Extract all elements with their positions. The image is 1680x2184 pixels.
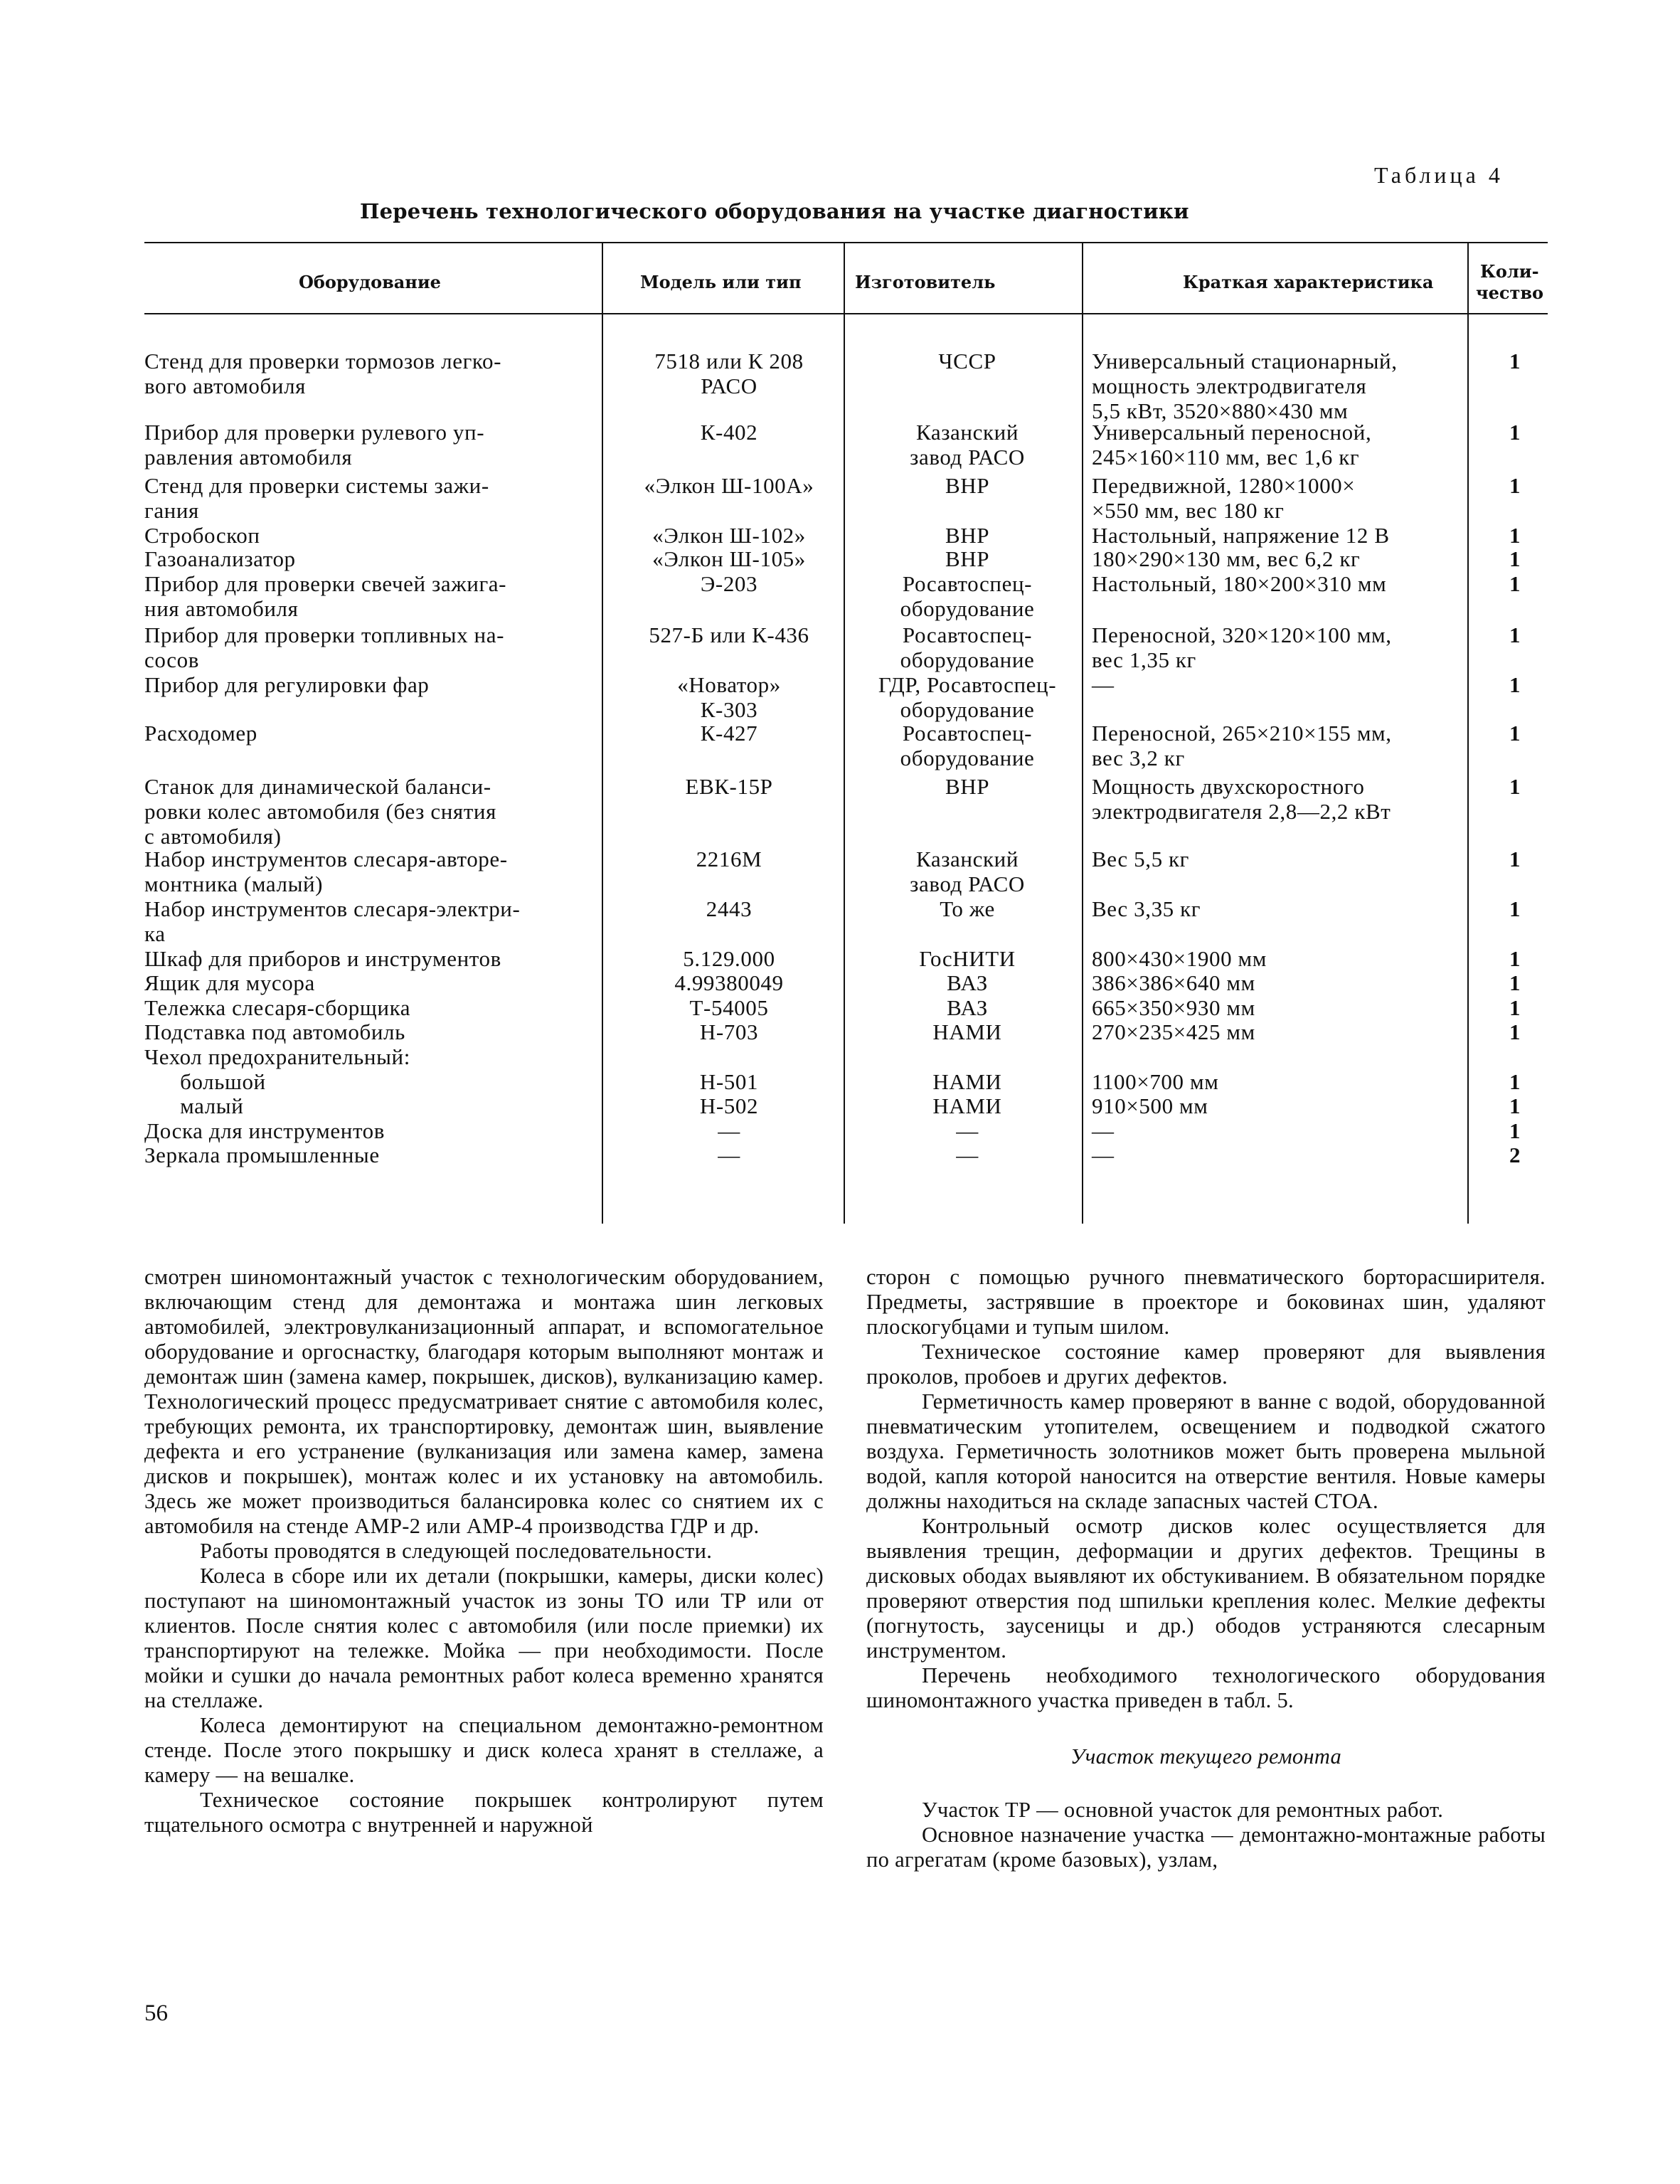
cell-maker: Росавтоспец- оборудование (900, 622, 1035, 672)
cell-characteristics: 270×235×425 мм (1092, 1019, 1255, 1044)
paragraph: Участок ТР — основной участок для ремонтных работ. (922, 1798, 1444, 1822)
cell-characteristics: 800×430×1900 мм (1092, 946, 1267, 971)
cell-characteristics: Универсальный стационарный, мощность электродвигателя 5,5 кВт, 3520×880×430 мм (1092, 349, 1398, 423)
cell-qty: 1 (1509, 1118, 1521, 1143)
cell-qty: 2 (1509, 1143, 1521, 1167)
cell-model: ЕВК-15Р (685, 774, 773, 799)
cell-equipment: Набор инструментов слесаря-авторе- монтника (малый) (144, 847, 508, 896)
cell-model: 7518 или К 208 РАСО (654, 349, 804, 398)
cell-qty: 1 (1509, 847, 1521, 871)
paragraph: Контрольный осмотр дисков колес осуществляется для выявления трещин, деформации и других дефектов. Трещины в дисковых ободах выявляют их обстукиванием. В обязательном порядке проверяют отверстия под шпильки крепления колес. Мелкие дефекты (погнутость, заусеницы и др.) ободов устраняются слесарным инструментом. (866, 1514, 1546, 1663)
cell-characteristics: Переносной, 265×210×155 мм, вес 3,2 кг (1092, 721, 1392, 770)
cell-equipment: Стробоскоп (144, 523, 260, 548)
paragraph: Колеса в сборе или их детали (покрышки, камеры, диски колес) поступают на шиномонтажный участок из зоны ТО или ТР или от клиентов. После снятия колес с автомобиля (или после приемки) их транспортируют на тележке. Мойка — при необходимости. После мойки и сушки до начала ремонтных работ колеса временно хранятся на стеллаже. (144, 1564, 824, 1712)
paragraph: Перечень необходимого технологического оборудования шиномонтажного участка приведен в табл. 5. (866, 1663, 1546, 1712)
cell-model: «Элкон Ш-102» (652, 523, 806, 548)
cell-model: К-402 (700, 420, 758, 445)
cell-characteristics: Переносной, 320×120×100 мм, вес 1,35 кг (1092, 622, 1392, 672)
cell-equipment: большой (144, 1069, 266, 1094)
paragraph: Работы проводятся в следующей последовательности. (200, 1539, 713, 1563)
paragraph: Колеса демонтируют на специальном демонтажно-ремонтном стенде. После этого покрышку и диск колеса хранят в стеллаже, а камеру — на вешалке. (144, 1713, 824, 1787)
table-top-rule (144, 242, 1548, 243)
cell-maker: ВНР (945, 473, 990, 498)
paragraph: Герметичность камер проверяют в ванне с водой, оборудованной пневматическим утопителем, освещением и подводкой сжатого воздуха. Герметичность золотников может быть проверена мыльной водой, капля которой наносится на отверстие вентиля. Новые камеры должны находиться на складе запасных частей СТОА. (866, 1389, 1546, 1513)
cell-characteristics: Настольный, напряжение 12 В (1092, 523, 1390, 548)
header-model: Модель или тип (640, 272, 802, 292)
cell-model: «Элкон Ш-105» (652, 546, 806, 571)
cell-equipment: Подставка под автомобиль (144, 1019, 405, 1044)
cell-characteristics: — (1092, 1143, 1115, 1167)
right-column (866, 1265, 1546, 1872)
left-column (144, 1265, 824, 1838)
table-header-rule (144, 313, 1548, 314)
paragraph: Техническое состояние покрышек контролируют путем тщательного осмотра с внутренней и наружной (144, 1788, 824, 1837)
paragraph: Техническое состояние камер проверяют для выявления проколов, пробоев и других дефектов. (866, 1340, 1546, 1389)
cell-equipment: Стенд для проверки тормозов легко- вого автомобиля (144, 349, 502, 398)
cell-model: 527-Б или К-436 (649, 622, 809, 647)
cell-characteristics: Передвижной, 1280×1000× ×550 мм, вес 180 кг (1092, 473, 1356, 523)
cell-characteristics: 910×500 мм (1092, 1093, 1208, 1118)
cell-equipment: Газоанализатор (144, 546, 296, 571)
cell-maker: ГосНИТИ (919, 946, 1016, 971)
cell-qty: 1 (1509, 622, 1521, 647)
header-characteristics: Краткая характеристика (1183, 272, 1434, 292)
cell-model: — (718, 1143, 740, 1167)
cell-qty: 1 (1509, 473, 1521, 498)
cell-characteristics: 180×290×130 мм, вес 6,2 кг (1092, 546, 1361, 571)
cell-qty: 1 (1509, 571, 1521, 596)
cell-model: Т-54005 (689, 995, 769, 1020)
cell-model: Э-203 (700, 571, 758, 596)
cell-maker: НАМИ (932, 1093, 1002, 1118)
col-divider-3 (1082, 242, 1083, 1224)
cell-characteristics: 386×386×640 мм (1092, 970, 1255, 995)
paragraph: Основное назначение участка — демонтажно-монтажные работы по агрегатам (кроме базовых), узлам, (866, 1823, 1546, 1872)
section-title: Участок текущего ремонта (1070, 1744, 1342, 1769)
cell-equipment: Зеркала промышленные (144, 1143, 380, 1167)
cell-qty: 1 (1509, 546, 1521, 571)
cell-equipment: Ящик для мусора (144, 970, 315, 995)
cell-qty: 1 (1509, 1069, 1521, 1094)
cell-maker: Казанский завод РАСО (910, 420, 1025, 470)
header-maker: Изготовитель (855, 272, 996, 292)
cell-maker: То же (940, 896, 995, 921)
cell-model: 2216М (696, 847, 762, 871)
table-title: Перечень технологического оборудования на участке диагностики (360, 199, 1189, 223)
cell-model: Н-502 (699, 1093, 759, 1118)
cell-model: «Элкон Ш-100А» (644, 473, 814, 498)
col-divider-1 (602, 242, 603, 1224)
cell-qty: 1 (1509, 896, 1521, 921)
cell-qty: 1 (1509, 523, 1521, 548)
cell-characteristics: Настольный, 180×200×310 мм (1092, 571, 1387, 596)
cell-qty: 1 (1509, 349, 1521, 373)
cell-qty: 1 (1509, 721, 1521, 746)
cell-qty: 1 (1509, 946, 1521, 971)
cell-equipment: Набор инструментов слесаря-электри- ка (144, 896, 521, 946)
cell-qty: 1 (1509, 1019, 1521, 1044)
cell-characteristics: 1100×700 мм (1092, 1069, 1219, 1094)
cell-characteristics: 665×350×930 мм (1092, 995, 1255, 1020)
cell-equipment: Расходомер (144, 721, 257, 746)
cell-model: Н-501 (699, 1069, 759, 1094)
cell-maker: — (956, 1118, 979, 1143)
table-label: Таблица 4 (1374, 162, 1504, 188)
cell-qty: 1 (1509, 672, 1521, 697)
cell-characteristics: Мощность двухскоростного электродвигателя 2,8—2,2 кВт (1092, 774, 1391, 824)
cell-characteristics: Универсальный переносной, 245×160×110 мм, вес 1,6 кг (1092, 420, 1372, 470)
cell-equipment: Чехол предохранительный: (144, 1044, 410, 1069)
cell-model: — (718, 1118, 740, 1143)
cell-characteristics: — (1092, 1118, 1115, 1143)
cell-maker: НАМИ (932, 1069, 1002, 1094)
cell-equipment: малый (144, 1093, 244, 1118)
cell-characteristics: Вес 3,35 кг (1092, 896, 1201, 921)
cell-maker: Казанский завод РАСО (910, 847, 1025, 896)
cell-maker: ВНР (945, 523, 990, 548)
cell-maker: Росавтоспец- оборудование (900, 721, 1035, 770)
cell-model: 4.99380049 (674, 970, 784, 995)
cell-model: 2443 (706, 896, 753, 921)
cell-qty: 1 (1509, 1093, 1521, 1118)
header-equipment: Оборудование (299, 272, 441, 292)
cell-qty: 1 (1509, 995, 1521, 1020)
cell-equipment: Прибор для регулировки фар (144, 672, 430, 697)
cell-maker: Росавтоспец- оборудование (900, 571, 1035, 621)
cell-qty: 1 (1509, 420, 1521, 445)
cell-equipment: Стенд для проверки системы зажи- гания (144, 473, 489, 523)
cell-maker: ГДР, Росавтоспец- оборудование (878, 672, 1057, 722)
paragraph: сторон с помощью ручного пневматического бортоpасширителя. Предметы, застрявшие в проекторе и боковинах шин, удаляют плоскогубцами и тупым шилом. (866, 1265, 1546, 1339)
cell-equipment: Прибор для проверки топливных на- сосов (144, 622, 505, 672)
cell-characteristics: — (1092, 672, 1115, 697)
cell-qty: 1 (1509, 970, 1521, 995)
page-number: 56 (144, 2000, 168, 2026)
cell-equipment: Тележка слесаря-сборщика (144, 995, 411, 1020)
cell-equipment: Шкаф для приборов и инструментов (144, 946, 501, 971)
cell-model: 5.129.000 (683, 946, 775, 971)
cell-equipment: Доска для инструментов (144, 1118, 386, 1143)
cell-model: Н-703 (699, 1019, 759, 1044)
cell-qty: 1 (1509, 774, 1521, 799)
cell-maker: ВНР (945, 774, 990, 799)
cell-maker: НАМИ (932, 1019, 1002, 1044)
paragraph: смотрен шиномонтажный участок с технологическим оборудованием, включающим стенд для демонтажа и монтажа шин легковых автомобилей, электровулканизационный аппарат, и вспомогательное оборудование и оргоснастку, благодаря которым выполняют монтаж и демонтаж шин (замена камер, покрышек, дисков), вулканизацию камер. Технологический процесс предусматривает снятие с автомобиля колес, требующих ремонта, их транспортировку, демонтаж шин, выявление дефекта и его устранение (вулканизация или замена камер, замена дисков и покрышек), монтаж колес и их установку на автомобиль. Здесь же может производиться балансировка колес со снятием их с автомобиля на стенде АМР-2 или АМР-4 производства ГДР и др. (144, 1265, 824, 1538)
cell-maker: ВАЗ (947, 995, 988, 1020)
cell-equipment: Прибор для проверки свечей зажига- ния автомобиля (144, 571, 507, 621)
cell-characteristics: Вес 5,5 кг (1092, 847, 1189, 871)
cell-equipment: Прибор для проверки рулевого уп- равления автомобиля (144, 420, 485, 470)
col-divider-4 (1467, 242, 1469, 1224)
cell-equipment: Станок для динамической баланси- ровки колес автомобиля (без снятия с автомобиля) (144, 774, 496, 849)
cell-maker: ВАЗ (947, 970, 988, 995)
cell-model: К-427 (700, 721, 758, 746)
header-qty-1: Коли- (1480, 261, 1539, 282)
cell-maker: ЧССР (938, 349, 996, 373)
cell-maker: — (956, 1143, 979, 1167)
cell-maker: ВНР (945, 546, 990, 571)
header-qty-2: чество (1476, 282, 1544, 303)
cell-model: «Новатор» К-303 (677, 672, 781, 722)
